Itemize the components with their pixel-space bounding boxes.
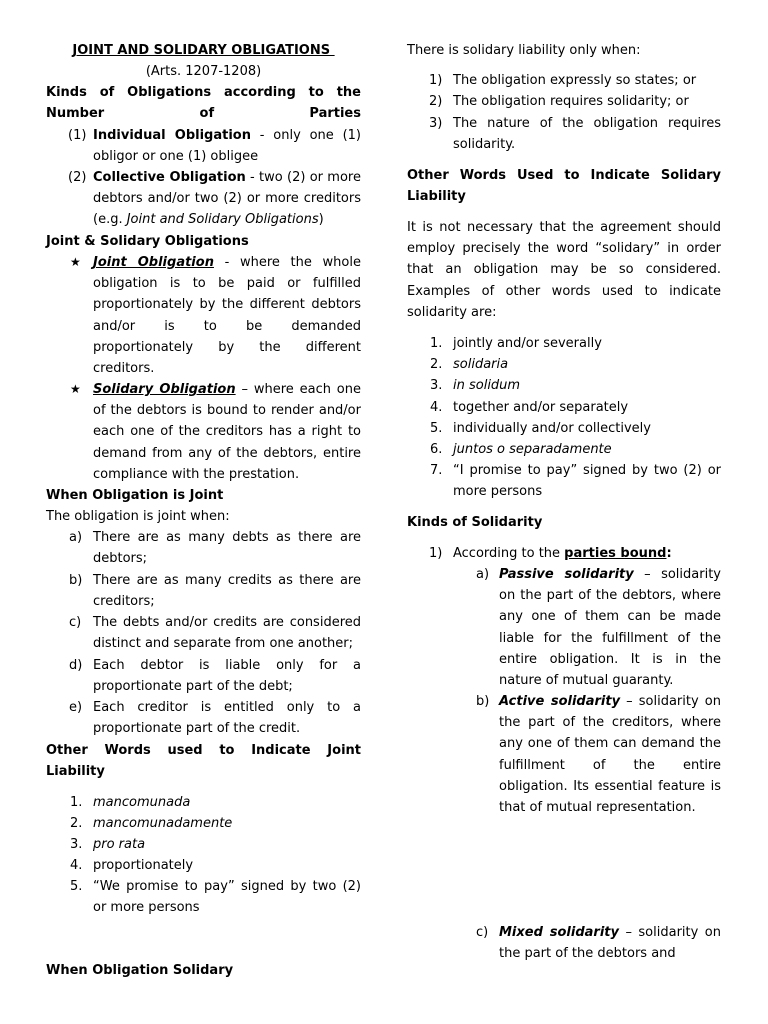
type-text: – solidarity on the part of the debtors and <box>499 925 721 962</box>
list-marker: 4. <box>70 858 83 873</box>
list-marker: 7. <box>430 463 443 478</box>
type-text: – solidarity on the part of the debtors, where any one of them can be made liable for the fulfillment of the entire obligation. It is in the nature of mutual guaranty. <box>499 567 721 689</box>
according-marker: 1) <box>429 546 443 561</box>
joint-item <box>69 527 361 569</box>
articles-reference: (Arts. 1207-1208) <box>145 64 262 79</box>
type-text: – solidarity on the part of the creditors, where any one of them can demand the fulfillment of the entire obligation. Its essential feature is that of mutual representation. <box>499 694 721 816</box>
list-text: pro rata <box>93 837 146 852</box>
other-joint-item <box>70 813 361 834</box>
other-joint-item <box>70 834 361 855</box>
joint-solidary-heading: Joint & Solidary Obligations <box>46 234 249 249</box>
js-item-joint <box>70 252 361 379</box>
list-marker: 5. <box>70 879 83 894</box>
joint-marker: e) <box>69 700 83 715</box>
kinds-heading: Kinds of Obligations according to the Number of Parties <box>46 85 361 122</box>
joint-item <box>69 697 361 739</box>
type-marker: c) <box>476 925 489 940</box>
kinds-text: - only one (1) obligor or one (1) obligee <box>93 128 361 165</box>
other-solidary-item <box>430 354 721 375</box>
list-text: “We promise to pay” signed by two (2) or more persons <box>93 879 361 916</box>
list-text: together and/or separately <box>453 400 629 415</box>
solidarity-type-passive <box>476 564 721 691</box>
kinds-marker: (1) <box>68 128 87 143</box>
when-item <box>429 91 721 112</box>
list-text: in solidum <box>453 378 521 393</box>
js-text: – where each one of the debtors is bound to render and/or each one of the creditors has a right to demand from any of the debtors, entire compliance with the prestation. <box>93 382 361 482</box>
kinds-example: Joint and Solidary Obligations <box>126 212 319 228</box>
other-solidary-item <box>430 333 721 354</box>
star-icon: ★ <box>70 382 81 396</box>
type-term: Passive solidarity <box>499 567 634 582</box>
kinds-solidarity-heading: Kinds of Solidarity <box>407 515 543 530</box>
according-item <box>429 543 721 564</box>
kinds-item-1 <box>68 125 361 167</box>
joint-item <box>69 570 361 612</box>
list-marker: 1. <box>430 336 443 351</box>
js-text: - where the whole obligation is to be paid or fulfilled proportionately by the different debtors and/or is to be demanded proportionately by the different creditors. <box>93 255 361 377</box>
solidary-heading: When Obligation Solidary <box>46 963 234 978</box>
type-term: Active solidarity <box>499 694 621 709</box>
joint-text: Each creditor is entitled only to a proportionate part of the credit. <box>93 700 361 737</box>
list-text: mancomunada <box>93 795 191 810</box>
joint-marker: d) <box>69 658 83 673</box>
list-text: jointly and/or severally <box>453 336 602 351</box>
list-marker: 3. <box>70 837 83 852</box>
joint-intro: The obligation is joint when: <box>46 509 230 524</box>
solidary-intro: There is solidary liability only when: <box>407 43 641 58</box>
js-item-solidary <box>70 379 361 485</box>
joint-heading: When Obligation is Joint <box>46 488 224 503</box>
list-marker: 2. <box>70 816 83 831</box>
list-text: solidaria <box>453 357 509 372</box>
other-joint-item <box>70 876 361 918</box>
kinds-term: Collective Obligation <box>93 170 246 185</box>
type-term: Mixed solidarity <box>499 925 619 940</box>
joint-marker: b) <box>69 573 83 588</box>
when-item <box>429 113 721 155</box>
other-joint-item <box>70 792 361 813</box>
when-marker: 3) <box>429 116 443 131</box>
when-text: The nature of the obligation requires solidarity. <box>453 116 721 153</box>
list-text: juntos o separadamente <box>453 442 612 457</box>
according-colon: : <box>666 546 672 561</box>
solidarity-type-active <box>476 691 721 818</box>
list-text: “I promise to pay” signed by two (2) or more persons <box>453 463 721 500</box>
when-text: The obligation expressly so states; or <box>453 73 697 88</box>
other-solidary-item <box>430 439 721 460</box>
other-solidary-paragraph: It is not necessary that the agreement should employ precisely the word “solidary” in order that an obligation may be so considered. Examples of other words used to indicate solidarity are: <box>407 220 721 320</box>
joint-item <box>69 612 361 654</box>
joint-text: There are as many credits as there are creditors; <box>93 573 361 610</box>
kinds-term: Individual Obligation <box>93 128 251 143</box>
joint-text: There are as many debts as there are debtors; <box>93 530 361 567</box>
list-marker: 4. <box>430 400 443 415</box>
joint-text: Each debtor is liable only for a proportionate part of the debt; <box>93 658 361 695</box>
other-joint-item <box>70 855 361 876</box>
list-marker: 3. <box>430 378 443 393</box>
other-solidary-item <box>430 418 721 439</box>
list-text: proportionately <box>93 858 194 873</box>
when-item <box>429 70 721 91</box>
when-marker: 2) <box>429 94 443 109</box>
list-text: mancomunadamente <box>93 816 233 831</box>
type-marker: b) <box>476 694 490 709</box>
other-solidary-item <box>430 397 721 418</box>
other-solidary-item <box>430 375 721 396</box>
joint-item <box>69 655 361 697</box>
type-marker: a) <box>476 567 490 582</box>
list-marker: 1. <box>70 795 83 810</box>
according-text: According to the <box>453 546 565 561</box>
kinds-marker: (2) <box>68 170 87 185</box>
js-term: Solidary Obligation <box>93 382 236 397</box>
joint-text: The debts and/or credits are considered distinct and separate from one another; <box>93 615 361 652</box>
kinds-close: ) <box>318 212 324 228</box>
list-marker: 2. <box>430 357 443 372</box>
list-text: individually and/or collectively <box>453 421 651 436</box>
when-text: The obligation requires solidarity; or <box>453 94 689 109</box>
kinds-item-2 <box>68 167 361 231</box>
list-marker: 5. <box>430 421 443 436</box>
when-marker: 1) <box>429 73 443 88</box>
according-term: parties bound <box>564 546 667 561</box>
joint-marker: a) <box>69 530 83 545</box>
star-icon: ★ <box>70 255 81 269</box>
document-title: JOINT AND SOLIDARY OBLIGATIONS <box>72 43 335 58</box>
kinds-text: - two (2) or more debtors and/or two (2) or more creditors (e.g. <box>93 170 361 228</box>
other-solidary-item <box>430 460 721 502</box>
solidarity-type-mixed <box>476 922 721 964</box>
other-solidary-heading: Other Words Used to Indicate Solidary Liability <box>407 168 721 205</box>
js-term: Joint Obligation <box>93 255 214 270</box>
other-joint-heading: Other Words used to Indicate Joint Liability <box>46 743 361 780</box>
list-marker: 6. <box>430 442 443 457</box>
joint-marker: c) <box>69 615 82 630</box>
